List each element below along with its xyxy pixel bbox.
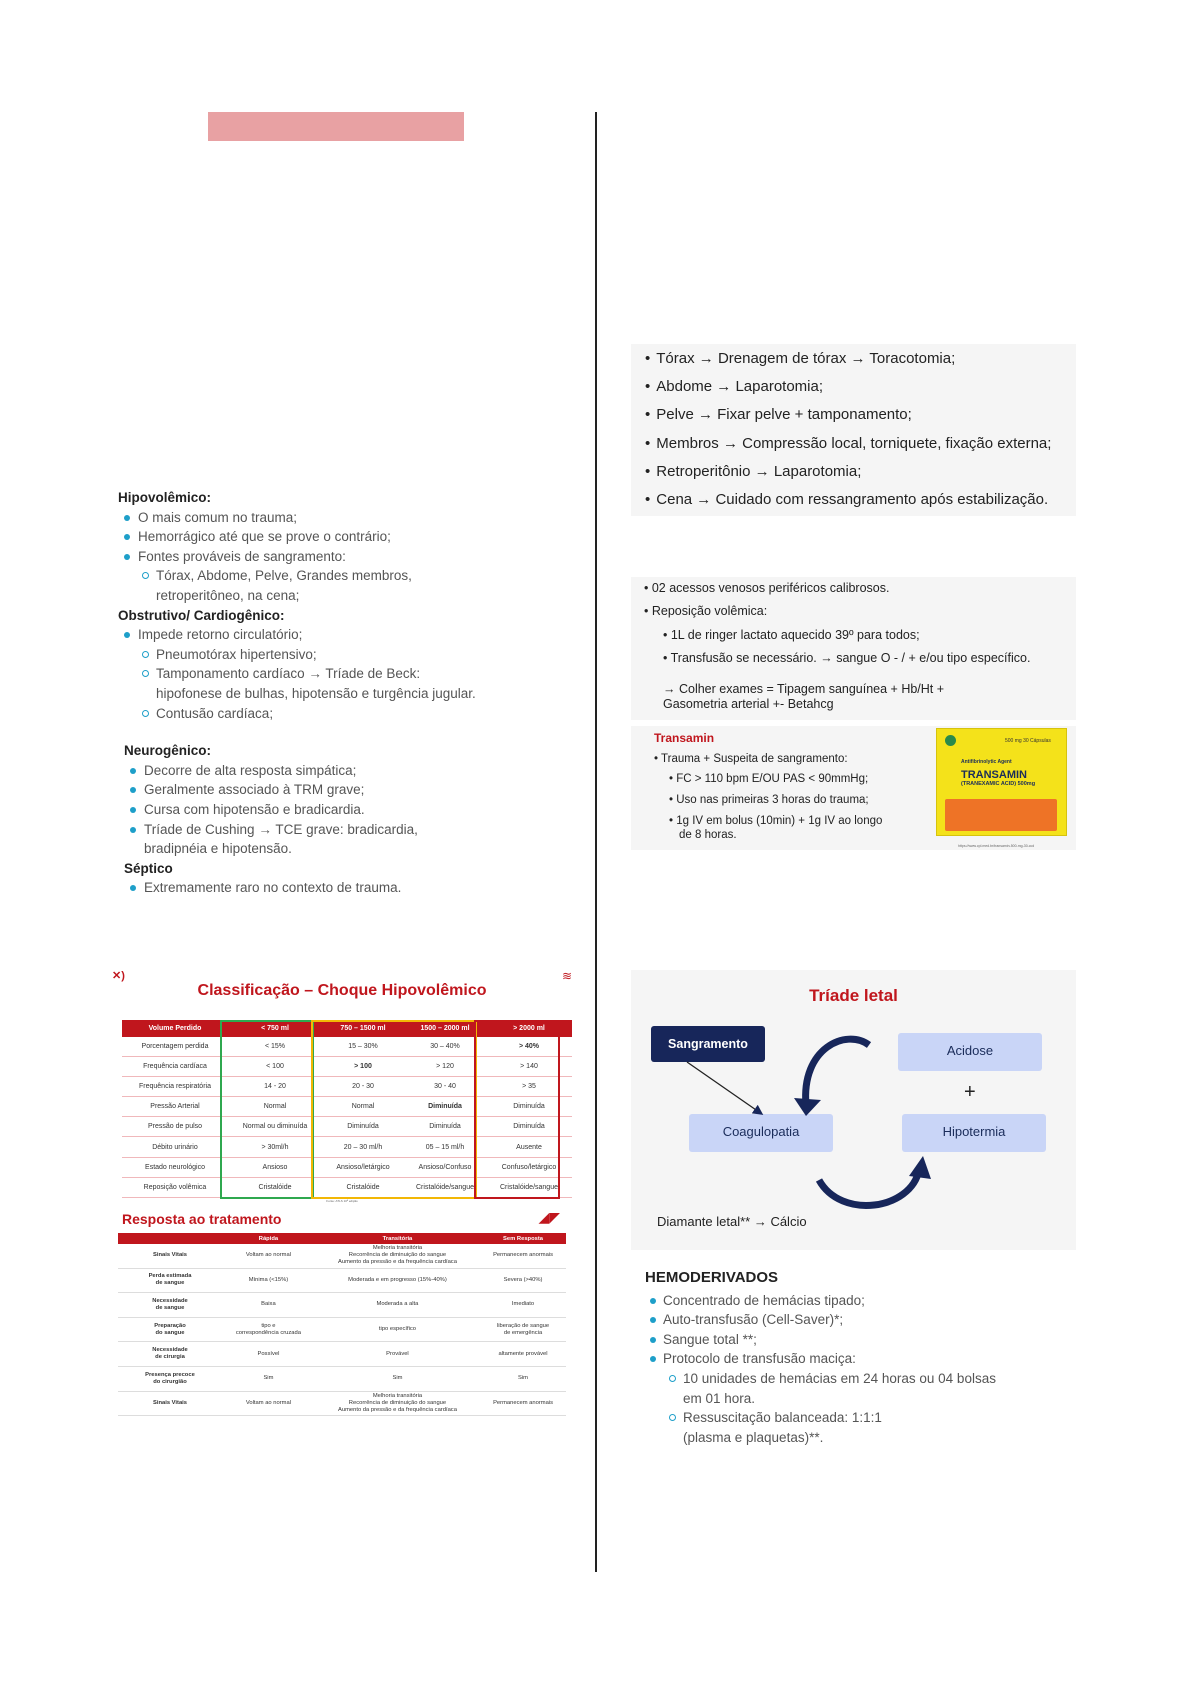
column-highlight: [220, 1020, 314, 1199]
table-row: [118, 1391, 566, 1416]
table-cell: Ansioso/letárgico: [322, 1157, 404, 1177]
node-hipotermia: Hipotermia: [902, 1114, 1046, 1152]
table-row: [118, 1244, 566, 1268]
table-cell: Diminuída: [322, 1117, 404, 1137]
trauma-site: • Abdome → Laparotomia;: [645, 378, 824, 396]
reanim-line: • 1L de ringer lactato aquecido 39º para todos;: [663, 627, 920, 642]
table-cell: Preparação do sangue: [118, 1317, 222, 1342]
response-slide: [112, 1205, 572, 1431]
transamin-line: • FC > 110 bpm E/OU PAS < 90mmHg;: [669, 773, 869, 785]
table-cell: Diminuída: [486, 1097, 572, 1117]
transamin-line: • Uso nas primeiras 3 horas do trauma;: [669, 793, 869, 806]
table-row: [118, 1268, 566, 1293]
table-cell: Cristalóide: [322, 1177, 404, 1197]
list-item-cont: retroperitôneo, na cena;: [156, 587, 300, 603]
list-item: Tríade de Cushing → TCE grave: bradicardia,: [124, 820, 598, 840]
arrow-line: [687, 1062, 759, 1112]
transamin-line: • Trauma + Suspeita de sangramento:: [654, 752, 848, 765]
hemoderivados: [645, 1268, 1085, 1447]
list-item: O mais comum no trauma;: [118, 508, 598, 528]
diamante-letal: Diamante letal** → Cálcio: [657, 1214, 807, 1229]
list-item: Decorre de alta resposta simpática;: [124, 761, 598, 781]
table-cell: liberação de sangue de emergência: [480, 1317, 566, 1342]
table-row: [118, 1366, 566, 1391]
transamin-line: • 1g IV em bolus (10min) + 1g IV ao longo: [669, 815, 883, 827]
col-header: < 750 ml: [228, 1020, 322, 1037]
package-agent: Antifibrinolytic Agent: [961, 759, 1012, 765]
trauma-site: • Membros → Compressão local, torniquete, fixação externa;: [645, 434, 1052, 452]
neurogenico-title: Neurogênico:: [124, 743, 212, 759]
table-cell: Possível: [222, 1342, 315, 1367]
table-cell: Sinais Vitais: [118, 1391, 222, 1416]
table-cell: Mínima (<15%): [222, 1268, 315, 1293]
table-cell: tipo e correspondência cruzada: [222, 1317, 315, 1342]
reanim-line: → Colher exames = Tipagem sanguínea + Hb/Ht +: [663, 681, 945, 696]
list-item-cont: hipofonese de bulhas, hipotensão e turgência jugular.: [156, 685, 476, 701]
table-cell: Ausente: [486, 1137, 572, 1157]
table-row: [118, 1342, 566, 1367]
plus-sign: +: [964, 1081, 976, 1103]
table-cell: > 120: [404, 1057, 486, 1077]
package-sub: (TRANEXAMIC ACID) 500mg: [961, 781, 1036, 787]
table-cell: Porcentagem perdida: [122, 1037, 228, 1057]
trauma-site: • Retroperitônio → Laparotomia;: [645, 462, 862, 480]
table-cell: Reposição volêmica: [122, 1177, 228, 1197]
table-cell: Diminuída: [486, 1117, 572, 1137]
table-cell: 20 - 30: [322, 1077, 404, 1097]
column-highlight: [474, 1020, 560, 1199]
node-coagulopatia: Coagulopatia: [689, 1114, 833, 1152]
classification-slide: [112, 967, 572, 1203]
list-item: Impede retorno circulatório;: [118, 625, 598, 645]
table-cell: Melhoria transitória Recorrência de diminuição do sangue Aumento da pressão e da frequência cardíaca: [315, 1244, 480, 1268]
list-item: Cursa com hipotensão e bradicardia.: [124, 800, 598, 820]
table-cell: Pressão de pulso: [122, 1117, 228, 1137]
reanimacao-box: [631, 577, 1076, 720]
cycle-arrow-bottom: [819, 1170, 919, 1205]
list-item: Ressuscitação balanceada: 1:1:1: [645, 1408, 1085, 1428]
transamin-package-image: [936, 728, 1067, 836]
table-cell: Normal: [322, 1097, 404, 1117]
table-cell: > 140: [486, 1057, 572, 1077]
table-cell: Diminuída: [404, 1117, 486, 1137]
table-cell: Diminuída: [404, 1097, 486, 1117]
table-cell: Melhoria transitória Recorrência de diminuição do sangue Aumento da pressão e da frequência cardíaca: [315, 1391, 480, 1416]
table-cell: Ansioso: [228, 1157, 322, 1177]
table-cell: Permanecem anormais: [480, 1244, 566, 1268]
transamin-line: de 8 horas.: [679, 829, 737, 841]
table-cell: > 35: [486, 1077, 572, 1097]
trauma-site: • Tórax → Drenagem de tórax → Toracotomia;: [645, 350, 956, 367]
table-source: Fonte: ATLS 10ª edição: [326, 1199, 358, 1203]
node-sangramento: Sangramento: [651, 1026, 765, 1062]
table-cell: Necessidade de cirurgia: [118, 1342, 222, 1367]
list-item: Extremamente raro no contexto de trauma.: [124, 878, 598, 898]
table-cell: 14 - 20: [228, 1077, 322, 1097]
list-item: Auto-transfusão (Cell-Saver)*;: [645, 1310, 1085, 1330]
table-cell: Pressão Arterial: [122, 1097, 228, 1117]
list-item: Tamponamento cardíaco → Tríade de Beck:: [118, 664, 598, 684]
table-cell: Ansioso/Confuso: [404, 1157, 486, 1177]
table-cell: Permanecem anormais: [480, 1391, 566, 1416]
table-cell: Moderada a alta: [315, 1293, 480, 1318]
hipovolemico-title: Hipovolêmico:: [118, 490, 212, 505]
table-cell: Frequência respiratória: [122, 1077, 228, 1097]
table-cell: 30 - 40: [404, 1077, 486, 1097]
table-cell: Sinais Vitais: [118, 1244, 222, 1268]
classification-title: Classificação – Choque Hipovolêmico: [197, 982, 487, 999]
table-cell: Normal: [228, 1097, 322, 1117]
reanim-line: • 02 acessos venosos periféricos calibrosos.: [644, 581, 890, 595]
table-cell: Confuso/letárgico: [486, 1157, 572, 1177]
table-cell: 20 – 30 ml/h: [322, 1137, 404, 1157]
list-item: Hemorrágico até que se prove o contrário;: [118, 527, 598, 547]
list-item-cont: (plasma e plaquetas)**.: [683, 1429, 824, 1445]
obstrutivo-title: Obstrutivo/ Cardiogênico:: [118, 607, 285, 623]
septico-title: Séptico: [124, 860, 173, 876]
table-cell: < 15%: [228, 1037, 322, 1057]
arrowhead-icon: [909, 1156, 931, 1179]
section-highlight-bar: [208, 112, 464, 141]
triade-letal-diagram: [631, 970, 1076, 1250]
table-cell: Necessidade de sangue: [118, 1293, 222, 1318]
table-cell: Presença precoce do cirurgião: [118, 1366, 222, 1391]
table-cell: Débito urinário: [122, 1137, 228, 1157]
table-cell: 15 – 30%: [322, 1037, 404, 1057]
table-cell: Voltam ao normal: [222, 1391, 315, 1416]
list-item-cont: bradipnéia e hipotensão.: [144, 841, 292, 857]
list-item: Sangue total **;: [645, 1330, 1085, 1350]
table-cell: 05 – 15 ml/h: [404, 1137, 486, 1157]
table-cell: tipo específico: [315, 1317, 480, 1342]
table-cell: Estado neurológico: [122, 1157, 228, 1177]
list-item: Fontes prováveis de sangramento:: [118, 547, 598, 567]
hemo-title: HEMODERIVADOS: [645, 1269, 779, 1286]
list-item: Pneumotórax hipertensivo;: [118, 645, 598, 665]
triade-title: Tríade letal: [809, 986, 898, 1005]
list-item-cont: em 01 hora.: [683, 1390, 756, 1406]
transamin-title: Transamin: [654, 731, 715, 745]
package-brand: TRANSAMIN: [961, 769, 1027, 781]
list-item: Concentrado de hemácias tipado;: [645, 1291, 1085, 1311]
trauma-site: • Pelve → Fixar pelve + tamponamento;: [645, 406, 912, 424]
brand-mark-icon: ◢◤: [538, 1209, 560, 1225]
col-header: Volume Perdido: [122, 1020, 228, 1037]
col-header: > 2000 ml: [486, 1020, 572, 1037]
table-cell: Baixa: [222, 1293, 315, 1318]
col-header: Sem Resposta: [480, 1233, 566, 1244]
table-cell: Imediato: [480, 1293, 566, 1318]
reanim-line: • Reposição volêmica:: [644, 604, 768, 619]
trauma-site: • Cena → Cuidado com ressangramento após estabilização.: [645, 490, 1049, 508]
table-cell: Cristalóide/sangue: [486, 1177, 572, 1197]
logo-icon: [945, 735, 956, 746]
list-item: Contusão cardíaca;: [118, 704, 598, 724]
col-header: Transitória: [315, 1233, 480, 1244]
table-row: [118, 1293, 566, 1318]
table-row: [118, 1317, 566, 1342]
list-item: Protocolo de transfusão maciça:: [645, 1349, 1085, 1369]
table-cell: < 100: [228, 1057, 322, 1077]
brand-mark-icon: ≋: [561, 969, 572, 983]
table-cell: Frequência cardíaca: [122, 1057, 228, 1077]
source-url: https://www.cpl.med.br/transamin-500-mg-30-ccd: [958, 844, 1035, 848]
column-highlight: [311, 1020, 477, 1199]
reanim-line: Gasometria arterial +- Betahcg: [663, 696, 834, 711]
table-cell: Sim: [222, 1366, 315, 1391]
triade-arrows: [631, 970, 1076, 1250]
table-cell: altamente provável: [480, 1342, 566, 1367]
table-cell: Cristalóide: [228, 1177, 322, 1197]
table-cell: Provável: [315, 1342, 480, 1367]
package-caption: 500 mg 30 Cápsulas: [1005, 738, 1051, 744]
col-header: [118, 1233, 222, 1244]
cycle-arrow-top: [806, 1039, 869, 1105]
col-header: 750 – 1500 ml: [322, 1020, 404, 1037]
list-item: Geralmente associado à TRM grave;: [124, 780, 598, 800]
package-label: [945, 799, 1057, 831]
response-title: Resposta ao tratamento: [122, 1211, 282, 1227]
table-cell: Perda estimada de sangue: [118, 1268, 222, 1293]
table-cell: Moderada e em progresso (15%-40%): [315, 1268, 480, 1293]
table-cell: > 30ml/h: [228, 1137, 322, 1157]
table-cell: > 100: [322, 1057, 404, 1077]
reanim-line: • Transfusão se necessário. → sangue O - / + e/ou tipo específico.: [663, 651, 1031, 666]
list-item: Tórax, Abdome, Pelve, Grandes membros,: [118, 566, 598, 586]
table-cell: Voltam ao normal: [222, 1244, 315, 1268]
table-cell: Severa (>40%): [480, 1268, 566, 1293]
table-cell: Sim: [480, 1366, 566, 1391]
col-header: 1500 – 2000 ml: [404, 1020, 486, 1037]
arrowhead-icon: [794, 1098, 821, 1116]
table-cell: Cristalóide/sangue: [404, 1177, 486, 1197]
shock-types: [118, 488, 598, 898]
node-acidose: Acidose: [898, 1033, 1042, 1071]
table-cell: Sim: [315, 1366, 480, 1391]
response-table: [118, 1233, 566, 1416]
table-cell: 30 – 40%: [404, 1037, 486, 1057]
table-cell: Normal ou diminuída: [228, 1117, 322, 1137]
table-cell: > 40%: [486, 1037, 572, 1057]
trauma-sites-box: [631, 344, 1076, 516]
col-header: Rápida: [222, 1233, 315, 1244]
logo-icon: ✕): [112, 970, 125, 982]
list-item: 10 unidades de hemácias em 24 horas ou 04 bolsas: [645, 1369, 1085, 1389]
